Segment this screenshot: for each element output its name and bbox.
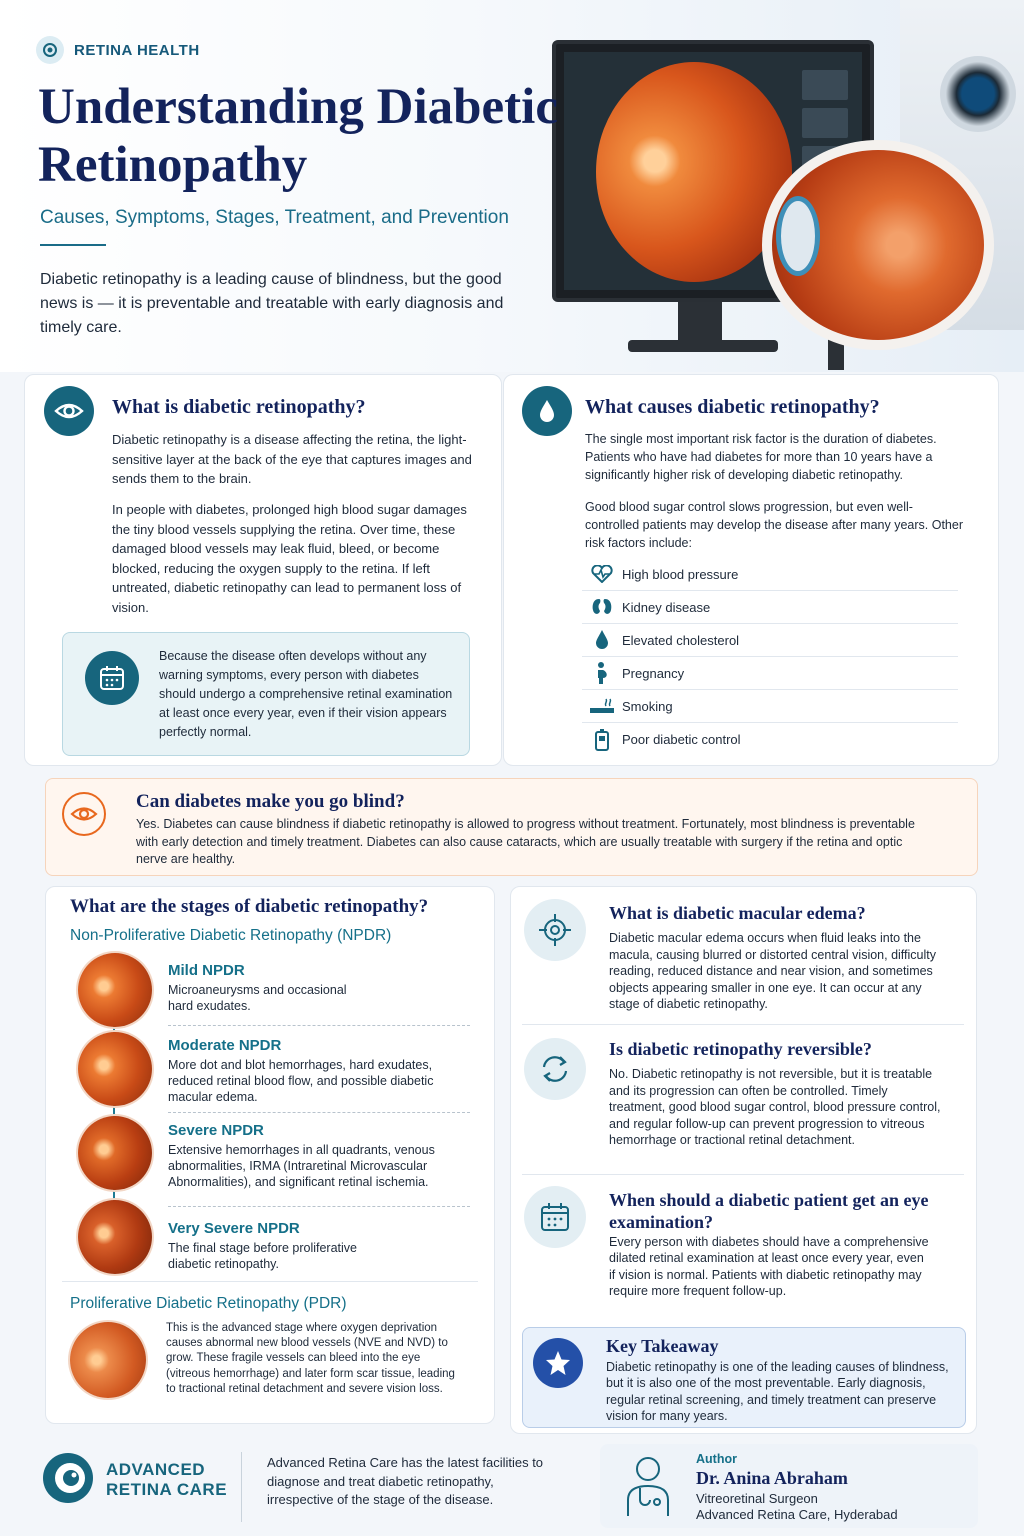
macular-title: What is diabetic macular edema? xyxy=(609,903,866,923)
stage-description: The final stage before proliferative diabetic retinopathy. xyxy=(168,1241,357,1271)
npdr-heading: Non-Proliferative Diabetic Retinopathy (NPDR) xyxy=(70,927,392,944)
logo-line-1: ADVANCED xyxy=(106,1460,206,1479)
blindness-title: Can diabetes make you go blind? xyxy=(136,791,405,812)
pdr-heading: Proliferative Diabetic Retinopathy (PDR) xyxy=(70,1295,347,1312)
stage-title: Moderate NPDR xyxy=(168,1037,282,1054)
takeaway-title: Key Takeaway xyxy=(606,1336,719,1356)
what-is-paragraph-2: In people with diabetes, prolonged high blood sugar damages the tiny blood vessels supplying the retina. Over time, these damaged blood vessels may leak fluid, bleed, or become blocked, reducing the oxygen supply to the retina. If left untreated, diabetic retinopathy can lead to permanent loss of vision. xyxy=(112,502,467,615)
risk-label: Kidney disease xyxy=(622,599,711,615)
doctor-icon xyxy=(622,1452,674,1520)
risk-label: Elevated cholesterol xyxy=(622,632,740,648)
calendar-icon xyxy=(524,1186,586,1248)
exam-text: Every person with diabetes should have a comprehensive dilated retinal examination at least once every year, even if vision is normal. Patients with diabetic retinopathy may require more frequent follow-up. xyxy=(609,1235,929,1299)
author-label: Author xyxy=(696,1452,737,1466)
annual-exam-note xyxy=(62,632,470,756)
macular-text: Diabetic macular edema occurs when fluid leaks into the macula, causing blurred or distorted central vision, difficulty reading, reduced distance and near vision, and sometimes objects appearing smaller in one eye. It can occur at any stage of diabetic retinopathy. xyxy=(609,931,937,1012)
footer-divider xyxy=(241,1452,242,1522)
refresh-icon xyxy=(524,1038,586,1100)
causes-paragraph-1: The single most important risk factor is the duration of diabetes. Patients who have had diabetes for more than 10 years have a significantly higher risk of developing diabetic retinopathy. xyxy=(585,432,937,482)
logo-wordmark xyxy=(106,1460,227,1500)
intro-text: Diabetic retinopathy is a leading cause of blindness, but the good news is — it is preventable and treatable with early diagnosis and timely care. xyxy=(40,271,504,336)
author-name: Dr. Anina Abraham xyxy=(696,1468,848,1488)
stage-description: Extensive hemorrhages in all quadrants, venous abnormalities, IRMA (Intraretinal Microvascular Abnormalities), and significant retinal ischemia. xyxy=(168,1143,435,1189)
star-icon xyxy=(533,1338,583,1388)
page-title: Understanding Diabetic Retinopathy xyxy=(38,79,558,193)
risk-label: Pregnancy xyxy=(622,665,685,681)
monitor-neck xyxy=(678,302,722,342)
stage-description: Microaneurysms and occasional hard exudates. xyxy=(168,983,347,1013)
reversible-title: Is diabetic retinopathy reversible? xyxy=(609,1039,872,1059)
divider xyxy=(40,244,106,246)
risk-label: Poor diabetic control xyxy=(622,732,741,747)
target-icon xyxy=(524,899,586,961)
calendar-icon xyxy=(85,651,139,705)
risk-label: Smoking xyxy=(622,698,673,714)
blood-drop-icon xyxy=(522,386,572,436)
section-divider xyxy=(522,1024,964,1025)
page-subtitle: Causes, Symptoms, Stages, Treatment, and Prevention xyxy=(40,207,509,228)
footer-blurb: Advanced Retina Care has the latest facilities to diagnose and treat diabetic retinopathy, irrespective of the stage of the disease. xyxy=(267,1455,544,1507)
section-divider xyxy=(522,1174,964,1175)
drop-icon xyxy=(582,629,622,651)
eye-icon xyxy=(44,386,94,436)
cigarette-icon xyxy=(582,697,622,715)
advanced-retina-care-logo xyxy=(40,1450,96,1506)
takeaway-text: Diabetic retinopathy is one of the leading causes of blindness, but it is also one of the most preventable. Early diagnosis, regular retinal screening, and timely treatment can preserve vision for many years. xyxy=(606,1360,949,1424)
what-is-paragraph-1: Diabetic retinopathy is a disease affecting the retina, the light-sensitive layer at the back of the eye that captures images and sends them to the brain. xyxy=(112,432,472,486)
fundus-moderate-npdr xyxy=(78,1032,152,1106)
stage-title: Severe NPDR xyxy=(168,1122,264,1139)
causes-title: What causes diabetic retinopathy? xyxy=(585,396,880,418)
author-box xyxy=(600,1444,978,1528)
risk-factor-list xyxy=(582,558,958,756)
fundus-severe-npdr xyxy=(78,1116,152,1190)
causes-paragraph-2: Good blood sugar control slows progression, but even well-controlled patients may develop the disease after many years. Other risk factors include: xyxy=(585,500,963,550)
stage-title: Very Severe NPDR xyxy=(168,1220,300,1237)
eye-warning-icon xyxy=(62,792,106,836)
tag-label: RETINA HEALTH xyxy=(74,41,200,59)
risk-item xyxy=(582,591,958,624)
risk-item xyxy=(582,558,958,591)
fundus-very-severe-npdr xyxy=(78,1200,152,1274)
risk-item xyxy=(582,690,958,723)
eye-lens-illustration xyxy=(776,196,820,276)
risk-item xyxy=(582,723,958,756)
stage-divider xyxy=(168,1112,470,1113)
pregnancy-icon xyxy=(582,661,622,685)
eye-dot-icon xyxy=(36,36,64,64)
what-is-title: What is diabetic retinopathy? xyxy=(112,396,366,418)
pdr-description: This is the advanced stage where oxygen deprivation causes abnormal new blood vessels (NVE and NVD) to grow. These fragile vessels can bleed into the eye (vitreous hemorrhage) and later form scar tissue, leading to tractional retinal detachment and severe vision loss. xyxy=(166,1322,455,1395)
glucose-meter-icon xyxy=(582,728,622,752)
fundus-mild-npdr xyxy=(78,953,152,1027)
author-organization: Advanced Retina Care, Hyderabad xyxy=(696,1507,898,1522)
reversible-text: No. Diabetic retinopathy is not reversible, but it is treatable and its progression can often be controlled. Timely treatment, good blood sugar control, blood pressure control, and regular follow-up can prevent progression to vitreous hemorrhage or tractional retinal detachment. xyxy=(609,1067,941,1148)
stage-divider xyxy=(168,1025,470,1026)
fundus-pdr xyxy=(70,1322,146,1398)
exam-title: When should a diabetic patient get an eye examination? xyxy=(609,1190,929,1232)
stages-title: What are the stages of diabetic retinopathy? xyxy=(70,896,429,917)
stage-description: More dot and blot hemorrhages, hard exudates, reduced retinal blood flow, and possible diabetic macular edema. xyxy=(168,1058,434,1104)
kidney-icon xyxy=(582,597,622,617)
author-role: Vitreoretinal Surgeon xyxy=(696,1491,818,1506)
hero xyxy=(0,0,1024,372)
section-tag xyxy=(36,36,200,64)
stage-divider xyxy=(168,1206,470,1207)
stage-title: Mild NPDR xyxy=(168,962,245,979)
camera-lens-illustration xyxy=(940,56,1016,132)
heart-pulse-icon xyxy=(582,565,622,583)
blindness-callout xyxy=(45,778,978,876)
note-text: Because the disease often develops without any warning symptoms, every person with diabetes should undergo a comprehensive retinal examination at least once every year, even if their vision appears perfectly normal. xyxy=(159,649,453,739)
blindness-text: Yes. Diabetes can cause blindness if diabetic retinopathy is allowed to progress without treatment. Fortunately, most blindness is preventable with early detection and timely treatment. Diabetes can also cause cataracts, which are usually treatable with surgery if the retina and optic nerve are healthy. xyxy=(136,817,915,866)
risk-label: High blood pressure xyxy=(622,566,739,582)
risk-item xyxy=(582,624,958,657)
section-divider xyxy=(62,1281,478,1282)
key-takeaway xyxy=(522,1327,966,1428)
risk-item xyxy=(582,657,958,690)
monitor-base xyxy=(628,340,778,352)
logo-line-2: RETINA CARE xyxy=(106,1480,228,1499)
